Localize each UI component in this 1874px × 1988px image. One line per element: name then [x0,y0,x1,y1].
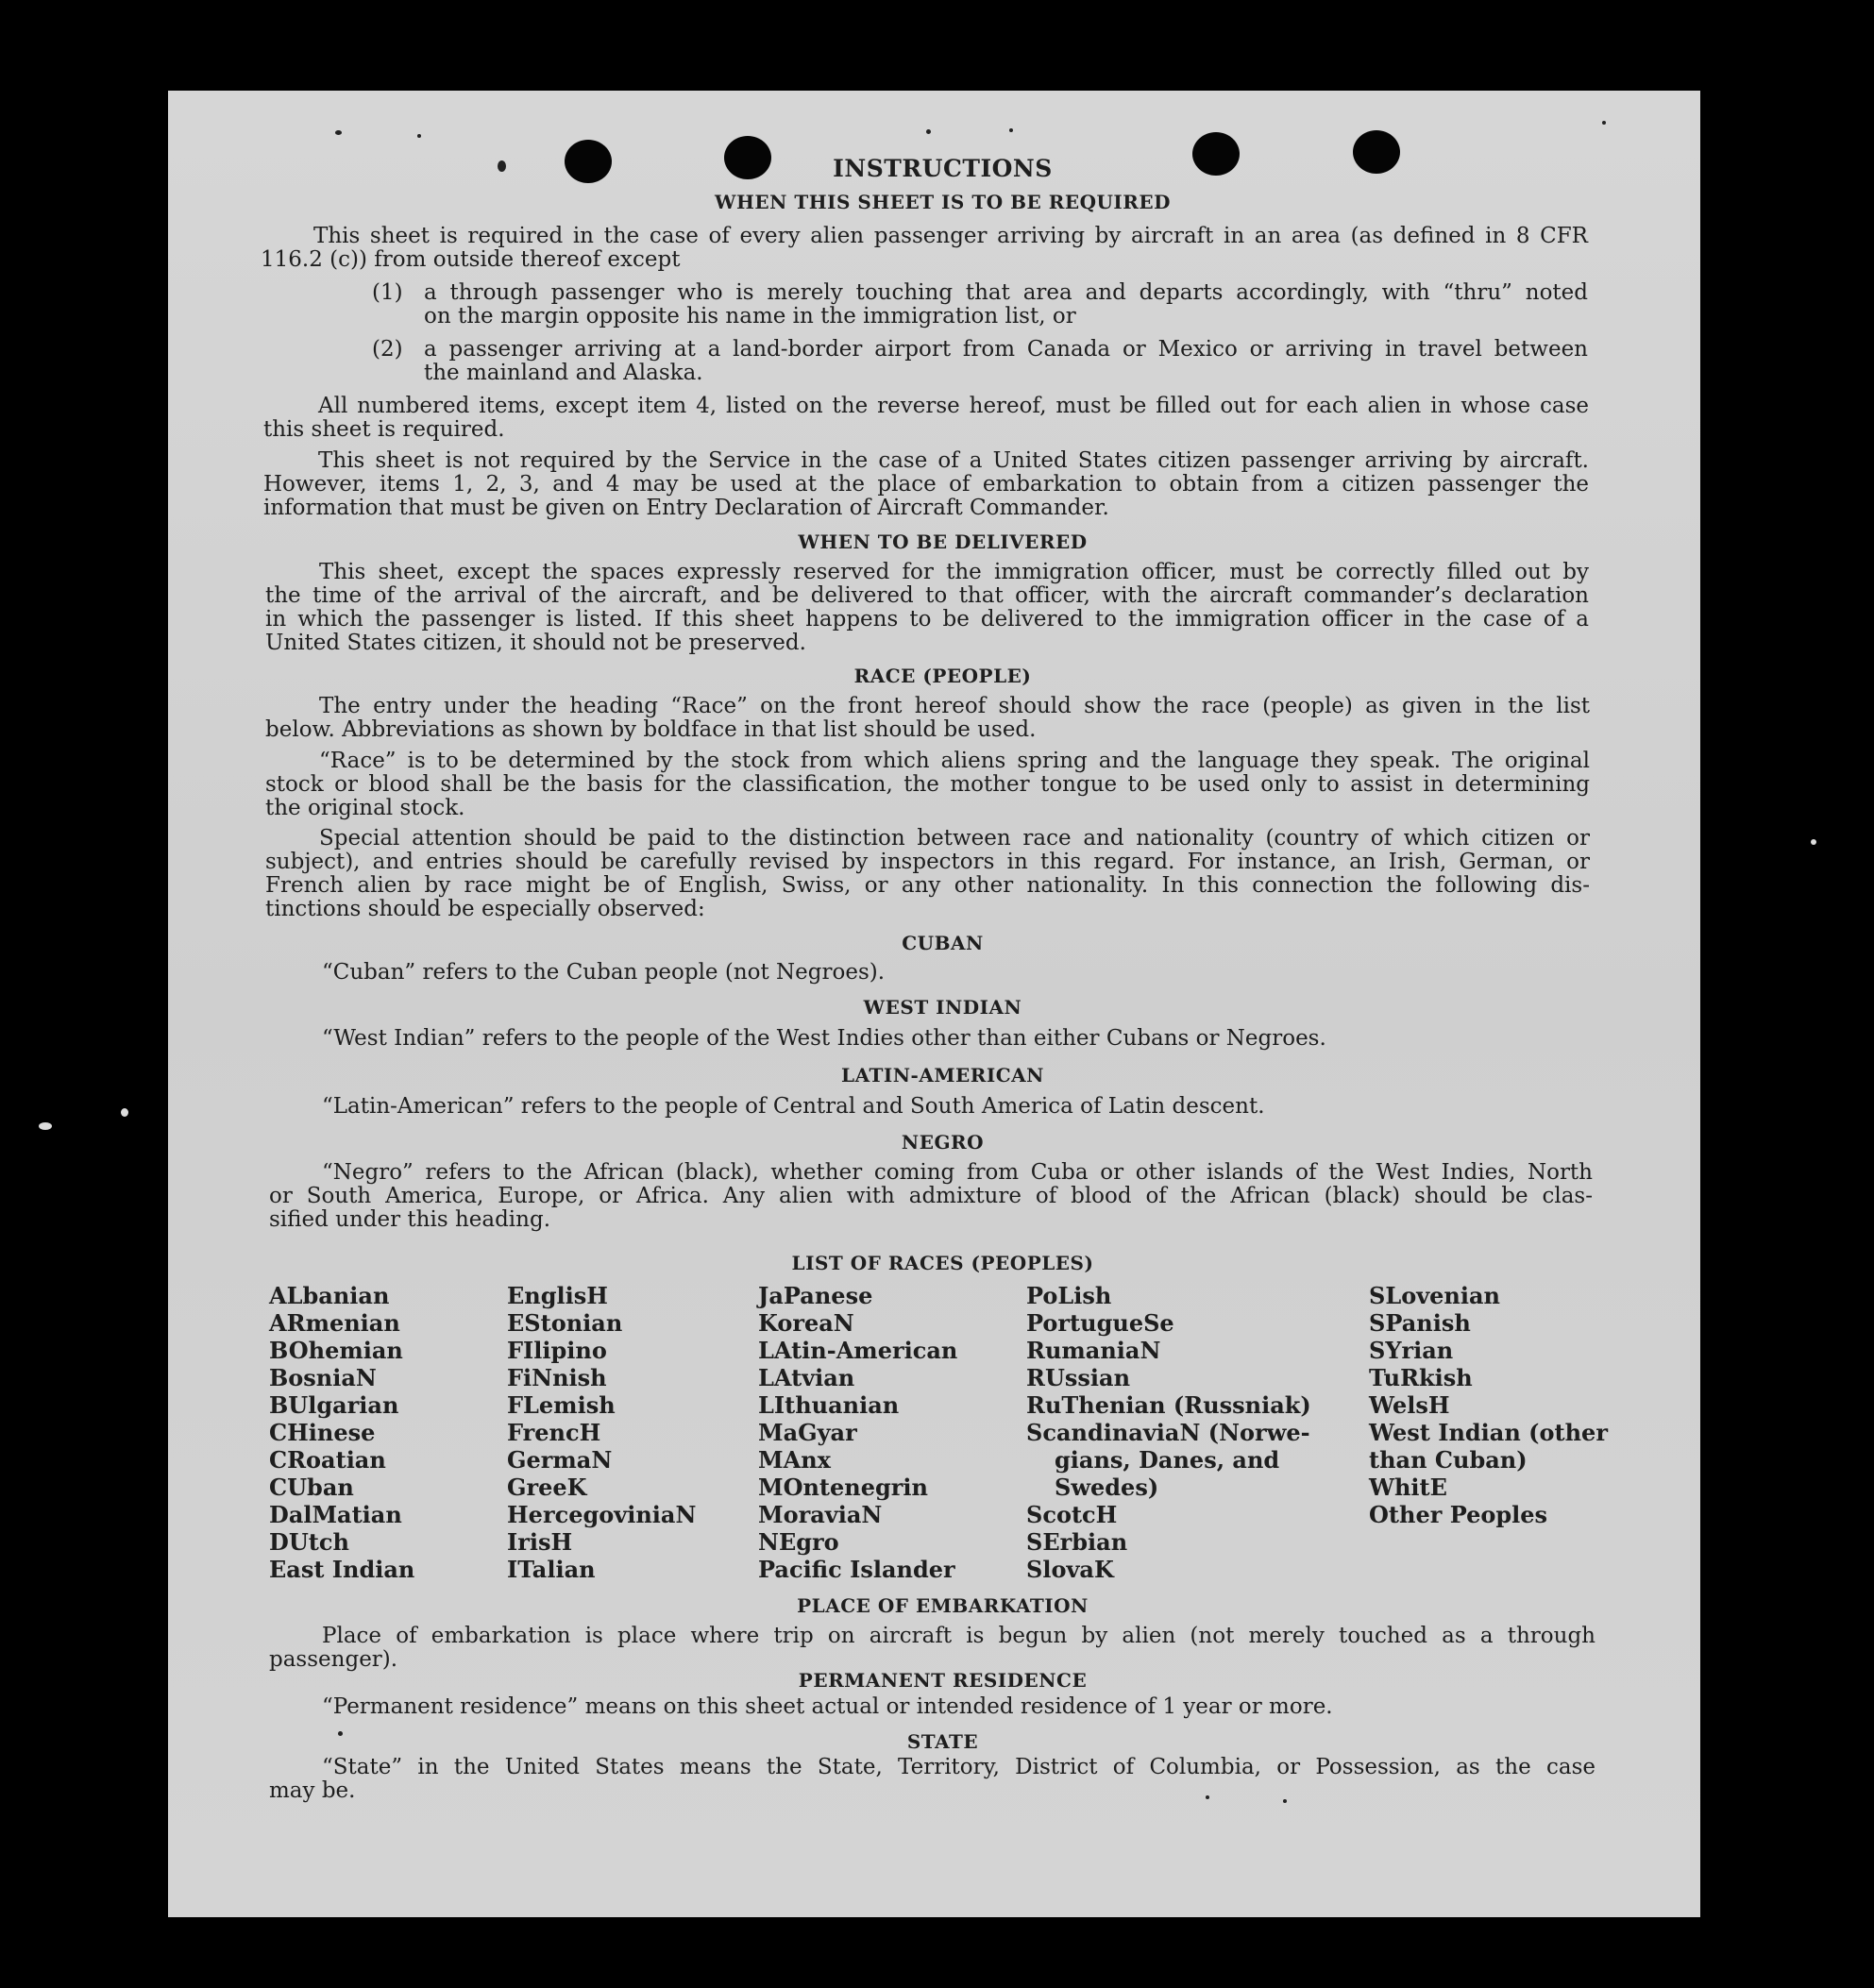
race-paragraph-2: “Race” is to be determined by the stock from which aliens spring and the language they speak. The original stock or blood shall be the basis for the classification, the mother tongue to be used only to assist in determining the original stock. [265,749,1590,820]
race-entry: FiNnish [507,1364,607,1391]
race-entry: EnglisH [507,1282,608,1309]
race-entry: DalMatian [269,1501,402,1528]
races-column-2 [507,1282,696,1583]
race-entry: ScotcH [1026,1501,1118,1528]
race-entry: West Indian (other [1369,1419,1608,1446]
race-entry: BUlgarian [269,1391,399,1419]
race-entry: ScandinaviaN (Norwe- [1026,1419,1310,1446]
section-heading-embarkation: PLACE OF EMBARKATION [797,1594,1089,1617]
race-entry: FIlipino [507,1337,607,1364]
numbered-items-paragraph: All numbered items, except item 4, listed on the reverse hereof, must be filled out for each alien in whose case this sheet is required. [263,394,1589,442]
race-entry: WelsH [1369,1391,1450,1419]
race-entry: EStonian [507,1309,623,1337]
race-paragraph-1: The entry under the heading “Race” on the front hereof should show the race (people) as given in the list below. Abbreviations as shown by boldface in that list should be used. [265,694,1590,742]
race-entry: JaPanese [758,1282,873,1309]
race-entry: MOntenegrin [758,1474,928,1501]
section-heading-negro: NEGRO [901,1131,985,1154]
race-entry: East Indian [269,1556,415,1583]
exception-item-number: (1) [372,280,403,305]
race-paragraph-3: Special attention should be paid to the distinction between race and nationality (country of which citizen or subject), and entries should be carefully revised by inspectors in this regard. For instance, an Irish, German, or French alien by race might be of English, Swiss, or any other nationality. In this connection the following dis- tinctions should be especially observed: [265,826,1590,921]
embarkation-definition: Place of embarkation is place where trip on aircraft is begun by alien (not merely touched as a through passenger). [269,1624,1595,1672]
race-entry: Swedes) [1055,1474,1159,1501]
race-entry: FLemish [507,1391,616,1419]
negro-definition: “Negro” refers to the African (black), whether coming from Cuba or other islands of the West Indies, North or South America, Europe, or Africa. Any alien with admixture of blood of the African (black) should be clas- sified under this heading. [269,1160,1593,1232]
race-entry: BosniaN [269,1364,377,1391]
race-entry: than Cuban) [1369,1446,1528,1474]
race-entry: SLovenian [1369,1282,1500,1309]
race-entry: MoraviaN [758,1501,883,1528]
race-entry: Other Peoples [1369,1501,1548,1528]
required-paragraph: This sheet is required in the case of every alien passenger arriving by aircraft in an area (as defined in 8 CFR 116.2 (c)) from outside thereof except [261,224,1588,272]
race-entry: RUssian [1026,1364,1131,1391]
race-entry: RuThenian (Russniak) [1026,1391,1311,1419]
race-entry: MAnx [758,1446,831,1474]
section-heading-permanent-residence: PERMANENT RESIDENCE [798,1669,1088,1692]
race-entry: gians, Danes, and [1055,1446,1280,1474]
cuban-definition: “Cuban” refers to the Cuban people (not Negroes). [322,960,886,985]
latin-american-definition: “Latin-American” refers to the people of Central and South America of Latin descent. [322,1094,1265,1119]
race-entry: ARmenian [269,1309,400,1337]
race-entry: FrencH [507,1419,601,1446]
race-entry: LIthuanian [758,1391,900,1419]
section-heading-state: STATE [906,1730,979,1753]
race-entry: SPanish [1369,1309,1471,1337]
races-column-3 [758,1282,957,1583]
section-heading-required: WHEN THIS SHEET IS TO BE REQUIRED [715,191,1171,213]
race-entry: RumaniaN [1026,1337,1161,1364]
page-title: INSTRUCTIONS [833,155,1053,182]
race-entry: DUtch [269,1528,349,1556]
exception-item-1: a through passenger who is merely touching that area and departs accordingly, with “thru” noted on the margin opposite his name in the immigration list, or [424,280,1588,329]
race-entry: SYrian [1369,1337,1454,1364]
race-entry: SErbian [1026,1528,1128,1556]
race-entry: BOhemian [269,1337,403,1364]
section-heading-west-indian: WEST INDIAN [863,996,1022,1019]
section-heading-race: RACE (PEOPLE) [853,665,1032,687]
instruction-sheet [168,91,1700,1917]
race-entry: CUban [269,1474,354,1501]
race-entry: Pacific Islander [758,1556,955,1583]
film-speck [1811,839,1816,845]
race-entry: PoLish [1026,1282,1112,1309]
section-heading-latin-american: LATIN-AMERICAN [841,1064,1044,1087]
races-column-1 [269,1282,414,1583]
permanent-residence-definition: “Permanent residence” means on this sheet actual or intended residence of 1 year or more. [322,1694,1333,1719]
race-entry: CRoatian [269,1446,386,1474]
race-entry: GreeK [507,1474,587,1501]
race-entry: ALbanian [269,1282,390,1309]
race-entry: GermaN [507,1446,613,1474]
race-entry: WhitE [1369,1474,1447,1501]
section-heading-delivered: WHEN TO BE DELIVERED [798,531,1088,553]
race-entry: KoreaN [758,1309,854,1337]
race-entry: NEgro [758,1528,839,1556]
race-entry: LAtin-American [758,1337,958,1364]
exception-item-2: a passenger arriving at a land-border airport from Canada or Mexico or arriving in travel between the mainland and Alaska. [424,337,1588,385]
race-entry: HercegoviniaN [507,1501,697,1528]
delivered-paragraph: This sheet, except the spaces expressly reserved for the immigration officer, must be correctly filled out by the time of the arrival of the aircraft, and be delivered to that officer, with the aircraft commander’s declaration in which the passenger is listed. If this sheet happens to be delivered to the immigration officer in the case of a United States citizen, it should not be preserved. [265,560,1589,655]
section-heading-list-of-races: LIST OF RACES (PEOPLES) [791,1252,1094,1274]
races-column-4 [1026,1282,1311,1583]
west-indian-definition: “West Indian” refers to the people of the West Indies other than either Cubans or Negroes. [322,1026,1326,1051]
race-entry: PortugueSe [1026,1309,1174,1337]
film-speck [121,1108,128,1117]
race-entry: ITalian [507,1556,596,1583]
film-speck [39,1122,52,1130]
exception-item-number: (2) [372,337,403,362]
race-entry: TuRkish [1369,1364,1473,1391]
race-entry: SlovaK [1026,1556,1114,1583]
race-entry: CHinese [269,1419,376,1446]
races-column-5 [1369,1282,1608,1528]
race-entry: LAtvian [758,1364,855,1391]
race-entry: MaGyar [758,1419,857,1446]
section-heading-cuban: CUBAN [902,932,984,954]
race-entry: IrisH [507,1528,573,1556]
citizen-paragraph: This sheet is not required by the Service in the case of a United States citizen passenger arriving by aircraft. However, items 1, 2, 3, and 4 may be used at the place of embarkation to obtain from a citizen passenger the information that must be given on Entry Declaration of Aircraft Commander. [263,448,1589,520]
state-definition: “State” in the United States means the State, Territory, District of Columbia, or Possession, as the case may be. [269,1755,1595,1803]
